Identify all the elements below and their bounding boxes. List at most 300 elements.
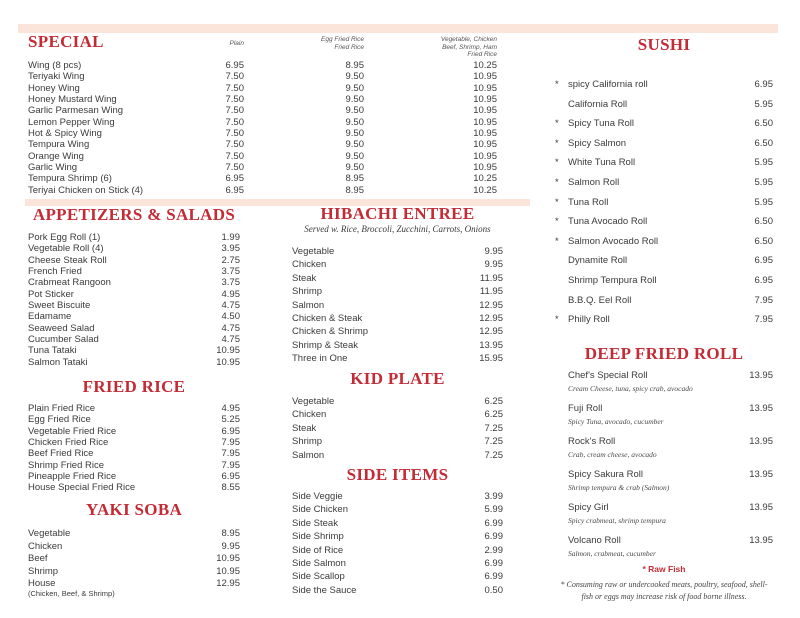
menu-item-row [28, 566, 240, 579]
item-price: 6.99 [484, 558, 503, 570]
menu-item-row [555, 232, 773, 252]
raw-fish-asterisk: * [555, 196, 559, 208]
raw-fish-asterisk: * [555, 176, 559, 188]
item-price-plain: 6.95 [225, 173, 244, 185]
item-price: 6.50 [754, 235, 773, 247]
item-price-egg-fried-rice: 9.50 [345, 105, 364, 117]
menu-item-row [292, 312, 503, 325]
menu-item-row [292, 422, 503, 435]
item-price-plain: 7.50 [225, 94, 244, 106]
section-deep-fried-roll [555, 345, 773, 569]
menu-item-row [28, 185, 497, 196]
appetizers-items [28, 232, 240, 368]
item-name: Beef [28, 553, 48, 565]
section-appetizers-salads [28, 206, 240, 368]
menu-item-block [555, 371, 773, 393]
item-name: Side Scallop [292, 571, 345, 583]
item-price-egg-fried-rice: 9.50 [345, 139, 364, 151]
menu-item-row [555, 153, 773, 173]
item-price: 13.95 [749, 403, 773, 414]
column-header-line: Egg Fried Rice [321, 36, 364, 43]
item-price-egg-fried-rice: 8.95 [345, 173, 364, 185]
menu-item-row [28, 437, 240, 448]
raw-fish-legend: * Raw Fish [642, 564, 686, 574]
side-items-title: SIDE ITEMS [346, 465, 449, 484]
menu-item-row [28, 60, 497, 71]
item-name: Chef's Special Roll [568, 370, 648, 381]
item-description: Cream Cheese, tuna, spicy crab, avocado [568, 384, 693, 393]
item-price: 6.25 [484, 409, 503, 421]
item-name: Vegetable Roll (4) [28, 243, 104, 255]
item-price: 7.25 [484, 422, 503, 434]
price-column-header-plain: Plain [229, 40, 244, 47]
item-name: Three in One [292, 353, 348, 365]
item-price-plain: 7.50 [225, 116, 244, 128]
raw-fish-asterisk: * [555, 79, 559, 90]
column-header-line: Beef, Shrimp, Ham [442, 43, 497, 51]
menu-item-row [28, 255, 240, 266]
item-price: 12.95 [479, 299, 503, 311]
item-name: Side Veggie [292, 491, 343, 502]
menu-item-row [28, 300, 240, 311]
item-price-combo-fried-rice: 10.95 [473, 82, 497, 94]
column-header-line: Fried Rice [334, 43, 364, 51]
item-price: 11.95 [479, 272, 503, 284]
item-price: 13.95 [749, 502, 773, 513]
menu-item-row [28, 83, 497, 94]
raw-fish-asterisk: * [555, 118, 559, 130]
item-name: Sweet Biscuite [28, 300, 91, 312]
appetizers-title: APPETIZERS & SALADS [32, 205, 236, 224]
item-price: 7.95 [221, 459, 240, 471]
side-items-items [292, 490, 503, 597]
menu-item-row [568, 503, 773, 513]
item-name: Chicken Fried Rice [28, 437, 109, 449]
menu-item-row [292, 245, 503, 258]
menu-item-row [28, 277, 240, 288]
menu-item-row [28, 334, 240, 345]
item-price-plain: 7.50 [225, 128, 244, 140]
item-name: Plain Fried Rice [28, 403, 96, 414]
item-price: 8.95 [221, 528, 240, 539]
item-name: Shrimp Fried Rice [28, 459, 105, 471]
item-price: 2.99 [484, 544, 503, 556]
item-price-combo-fried-rice: 10.95 [473, 94, 497, 106]
item-name: White Tuna Roll [568, 157, 636, 169]
menu-item-row [28, 426, 240, 437]
menu-item-row [28, 117, 497, 128]
item-name: Side the Sauce [292, 584, 357, 596]
menu-item-block [555, 503, 773, 525]
item-name: Rock's Roll [568, 436, 616, 447]
item-price: 7.25 [484, 436, 503, 448]
menu-item-row [555, 173, 773, 193]
hibachi-title: HIBACHI ENTREE [320, 204, 475, 223]
item-price: 7.95 [221, 437, 240, 449]
item-price: 4.95 [221, 403, 240, 414]
item-price: 9.95 [221, 540, 240, 552]
item-name: French Fried [28, 266, 82, 278]
fried-rice-title: FRIED RICE [82, 377, 186, 396]
menu-item-row [555, 271, 773, 291]
item-name: Garlic Parmesan Wing [28, 105, 124, 117]
menu-item-row [28, 403, 240, 414]
menu-item-block [555, 404, 773, 426]
menu-item-row [28, 105, 497, 116]
item-name: B.B.Q. Eel Roll [568, 294, 632, 306]
item-name: Pineapple Fried Rice [28, 471, 117, 483]
menu-item-row [555, 251, 773, 271]
menu-item-row [28, 173, 497, 184]
item-price-plain: 7.50 [225, 105, 244, 117]
deep-fried-roll-items [555, 371, 773, 558]
item-name: Tuna Avocado Roll [568, 216, 648, 228]
item-price-combo-fried-rice: 10.25 [473, 60, 497, 71]
item-name: Chicken [292, 409, 327, 421]
item-price: 6.95 [754, 79, 773, 90]
item-name: Teriyai Chicken on Stick (4) [28, 184, 144, 196]
item-price: 6.50 [754, 216, 773, 228]
item-price: 3.75 [221, 277, 240, 289]
item-description: Crab, cream cheese, avocado [568, 450, 657, 459]
item-price: 7.25 [484, 449, 503, 461]
item-name: Side Chicken [292, 504, 348, 516]
kid-plate-items [292, 395, 503, 462]
item-price: 5.95 [754, 98, 773, 110]
fried-rice-items [28, 403, 240, 494]
item-price: 5.95 [754, 157, 773, 169]
raw-fish-asterisk: * [555, 216, 559, 228]
item-price-combo-fried-rice: 10.95 [473, 139, 497, 151]
item-name: Spicy Girl [568, 502, 609, 513]
item-price: 7.95 [754, 294, 773, 306]
menu-item-row [28, 414, 240, 425]
item-name: Chicken & Steak [292, 313, 363, 325]
item-price-plain: 7.50 [225, 71, 244, 83]
menu-item-block [555, 437, 773, 459]
menu-item-row [28, 541, 240, 554]
item-name: Side Salmon [292, 558, 346, 570]
item-price: 5.95 [754, 176, 773, 188]
raw-fish-asterisk: * [555, 235, 559, 247]
menu-item-row [555, 134, 773, 154]
item-price-combo-fried-rice: 10.95 [473, 116, 497, 128]
item-price: 10.95 [216, 565, 240, 577]
menu-item-row [28, 471, 240, 482]
menu-item-row [28, 553, 240, 566]
item-name: Tuna Roll [568, 196, 609, 208]
menu-item-row [555, 75, 773, 95]
item-price-egg-fried-rice: 9.50 [345, 116, 364, 128]
section-hibachi-entree [292, 205, 503, 366]
item-price: 4.75 [221, 322, 240, 334]
item-name: Lemon Pepper Wing [28, 116, 115, 128]
item-name: Vegetable [28, 528, 71, 539]
item-name: California Roll [568, 98, 628, 110]
menu-item-row [28, 528, 240, 541]
item-price: 4.50 [221, 311, 240, 323]
item-price: 3.99 [484, 491, 503, 502]
item-price: 1.99 [221, 232, 240, 243]
item-name: Shrimp [292, 286, 323, 298]
item-price: 6.50 [754, 137, 773, 149]
yaki-soba-items [28, 528, 240, 591]
item-name: Fuji Roll [568, 403, 603, 414]
menu-item-row [28, 357, 240, 368]
menu-item-row [555, 95, 773, 115]
item-price-combo-fried-rice: 10.95 [473, 71, 497, 83]
section-special [28, 33, 497, 196]
item-price: 10.95 [216, 356, 240, 368]
item-name: Spicy Salmon [568, 137, 627, 149]
item-price: 5.95 [754, 196, 773, 208]
item-name: Salmon [292, 449, 325, 461]
item-price: 5.25 [221, 414, 240, 426]
item-price-egg-fried-rice: 9.50 [345, 71, 364, 83]
menu-item-row [555, 310, 773, 330]
item-name: spicy California roll [568, 79, 648, 90]
item-name: Vegetable [292, 396, 335, 407]
menu-item-row [28, 345, 240, 356]
item-name: Shrimp [28, 565, 59, 577]
top-divider-band [18, 24, 778, 33]
menu-item-row [292, 517, 503, 530]
price-column-header-egg-fried-rice [321, 36, 364, 51]
menu-item-row [28, 94, 497, 105]
item-name: Salmon Avocado Roll [568, 235, 659, 247]
item-price: 13.95 [749, 535, 773, 546]
menu-item-row [28, 448, 240, 459]
special-items [28, 60, 497, 196]
menu-item-row [555, 291, 773, 311]
item-description: Shrimp tempura & crab (Salmon) [568, 483, 670, 492]
column-header-line: Vegetable, Chicken [440, 36, 497, 43]
item-name: Egg Fried Rice [28, 414, 91, 426]
menu-item-row [292, 299, 503, 312]
hibachi-subtitle: Served w. Rice, Broccoli, Zucchini, Carrots, Onions [304, 224, 491, 234]
item-price-egg-fried-rice: 8.95 [345, 60, 364, 71]
menu-item-row [292, 272, 503, 285]
item-description: Spicy Tuna, avocado, cucumber [568, 417, 664, 426]
item-name: Dynamite Roll [568, 255, 628, 267]
menu-item-row [28, 243, 240, 254]
item-price: 5.99 [484, 504, 503, 516]
menu-item-row [555, 193, 773, 213]
item-name: Shrimp & Steak [292, 339, 358, 351]
item-name: Honey Wing [28, 82, 80, 94]
item-price: 3.95 [221, 243, 240, 255]
item-price: 6.95 [221, 425, 240, 437]
menu-item-row [28, 311, 240, 322]
item-price-combo-fried-rice: 10.95 [473, 162, 497, 174]
item-price: 6.95 [221, 471, 240, 483]
item-name: Orange Wing [28, 150, 84, 162]
item-price: 6.95 [754, 274, 773, 286]
item-price: 13.95 [749, 436, 773, 447]
item-price-egg-fried-rice: 9.50 [345, 150, 364, 162]
section-side-items [292, 466, 503, 597]
sushi-title: SUSHI [637, 35, 691, 54]
item-price-plain: 6.95 [225, 60, 244, 71]
menu-item-row [292, 584, 503, 597]
item-price: 6.50 [754, 118, 773, 130]
menu-item-row [568, 404, 773, 414]
menu-item-row [28, 482, 240, 493]
sushi-items [555, 75, 773, 330]
item-price: 0.50 [484, 584, 503, 596]
item-name: Vegetable [292, 246, 335, 257]
item-price: 12.95 [479, 313, 503, 325]
item-name: Chicken [28, 540, 63, 552]
item-price: 10.95 [216, 553, 240, 565]
item-price-egg-fried-rice: 8.95 [345, 184, 364, 196]
menu-item-row [568, 470, 773, 480]
menu-item-row [292, 285, 503, 298]
item-price-egg-fried-rice: 9.50 [345, 94, 364, 106]
item-price: 8.55 [221, 482, 240, 494]
item-description: Spicy crabmeat, shrimp tempura [568, 516, 666, 525]
item-price: 11.95 [479, 286, 503, 298]
item-price-combo-fried-rice: 10.25 [473, 173, 497, 185]
menu-item-row [28, 71, 497, 82]
hibachi-items [292, 245, 503, 366]
item-price-egg-fried-rice: 9.50 [345, 162, 364, 174]
item-name: Steak [292, 422, 317, 434]
menu-item-row [292, 557, 503, 570]
item-name: Pork Egg Roll (1) [28, 232, 101, 243]
disclaimer-line: * Consuming raw or undercooked meats, poultry, seafood, shell- [560, 580, 768, 589]
item-name: Tempura Wing [28, 139, 90, 151]
item-name: Seaweed Salad [28, 322, 95, 334]
raw-fish-asterisk: * [555, 137, 559, 149]
item-name: Tempura Shrimp (6) [28, 173, 112, 185]
menu-item-row [292, 258, 503, 271]
item-price-plain: 7.50 [225, 162, 244, 174]
menu-item-row [555, 114, 773, 134]
item-price: 6.99 [484, 531, 503, 543]
menu-item-row [292, 570, 503, 583]
menu-item-row [292, 530, 503, 543]
item-price-combo-fried-rice: 10.95 [473, 150, 497, 162]
menu-item-row [28, 151, 497, 162]
item-name: Beef Fried Rice [28, 448, 94, 460]
item-name: Salmon [292, 299, 325, 311]
item-price: 6.99 [484, 517, 503, 529]
item-name: Wing (8 pcs) [28, 60, 82, 71]
menu-footer [555, 564, 773, 602]
menu-item-row [292, 408, 503, 421]
menu-item-row [28, 460, 240, 471]
menu-item-row [28, 128, 497, 139]
menu-item-row [292, 503, 503, 516]
menu-item-row [292, 449, 503, 462]
menu-item-row [292, 544, 503, 557]
item-name: Pot Sticker [28, 288, 74, 300]
menu-item-row [292, 339, 503, 352]
raw-fish-asterisk: * [555, 314, 559, 326]
menu-item-row [292, 435, 503, 448]
item-price: 7.95 [754, 314, 773, 326]
menu-item-row [292, 325, 503, 338]
menu-item-row [568, 536, 773, 546]
kid-plate-title: KID PLATE [350, 369, 445, 388]
menu-item-row [28, 232, 240, 243]
menu-item-row [28, 266, 240, 277]
special-title: SPECIAL [28, 32, 104, 51]
menu-item-block [555, 536, 773, 558]
yaki-soba-note: (Chicken, Beef, & Shrimp) [28, 588, 115, 598]
item-name: Hot & Spicy Wing [28, 128, 102, 140]
item-name: Salmon Roll [568, 176, 620, 188]
item-name: Crabmeat Rangoon [28, 277, 111, 289]
item-description: Salmon, crabmeat, cucumber [568, 549, 656, 558]
menu-item-row [28, 162, 497, 173]
item-name: Salmon Tataki [28, 356, 88, 368]
item-price: 6.95 [754, 255, 773, 267]
menu-item-row [555, 212, 773, 232]
menu-item-block [555, 470, 773, 492]
item-price-plain: 7.50 [225, 150, 244, 162]
deep-fried-roll-title: DEEP FRIED ROLL [584, 344, 744, 363]
item-name: Side Shrimp [292, 531, 344, 543]
menu-item-row [568, 371, 773, 381]
menu-item-row [28, 139, 497, 150]
disclaimer-line: fish or eggs may increase risk of food borne illness. [581, 591, 747, 601]
item-price: 4.95 [221, 288, 240, 300]
item-name: Vegetable Fried Rice [28, 425, 117, 437]
menu-item-row [28, 289, 240, 300]
item-price: 2.75 [221, 254, 240, 266]
section-sushi [555, 36, 773, 330]
item-name: Cucumber Salad [28, 334, 99, 346]
item-price-combo-fried-rice: 10.95 [473, 105, 497, 117]
item-price: 12.95 [479, 326, 503, 338]
item-name: Spicy Tuna Roll [568, 118, 635, 130]
item-price-egg-fried-rice: 9.50 [345, 82, 364, 94]
section-fried-rice [28, 378, 240, 494]
item-name: Side Steak [292, 517, 338, 529]
item-name: Garlic Wing [28, 162, 78, 174]
item-price: 3.75 [221, 266, 240, 278]
item-name: Shrimp [292, 436, 323, 448]
item-name: Volcano Roll [568, 535, 621, 546]
item-price-egg-fried-rice: 9.50 [345, 128, 364, 140]
item-price: 15.95 [479, 353, 503, 365]
item-name: Chicken [292, 259, 327, 271]
item-name: Spicy Sakura Roll [568, 469, 643, 480]
menu-item-row [568, 437, 773, 447]
menu-item-row [292, 352, 503, 365]
item-price: 4.75 [221, 300, 240, 312]
item-name: House Special Fried Rice [28, 482, 136, 494]
item-name: House [28, 578, 56, 590]
item-name: Steak [292, 272, 317, 284]
item-name: Teriyaki Wing [28, 71, 85, 83]
item-price-plain: 7.50 [225, 82, 244, 94]
item-price: 6.25 [484, 396, 503, 407]
section-kid-plate [292, 370, 503, 462]
item-price: 13.95 [749, 370, 773, 381]
item-price-plain: 7.50 [225, 139, 244, 151]
item-price-plain: 6.95 [225, 184, 244, 196]
item-name: Tuna Tataki [28, 345, 77, 357]
item-price: 4.75 [221, 334, 240, 346]
item-price: 6.99 [484, 571, 503, 583]
item-price: 10.95 [216, 345, 240, 357]
item-price: 7.95 [221, 448, 240, 460]
section-yaki-soba [28, 501, 240, 598]
menu-item-row [292, 395, 503, 408]
